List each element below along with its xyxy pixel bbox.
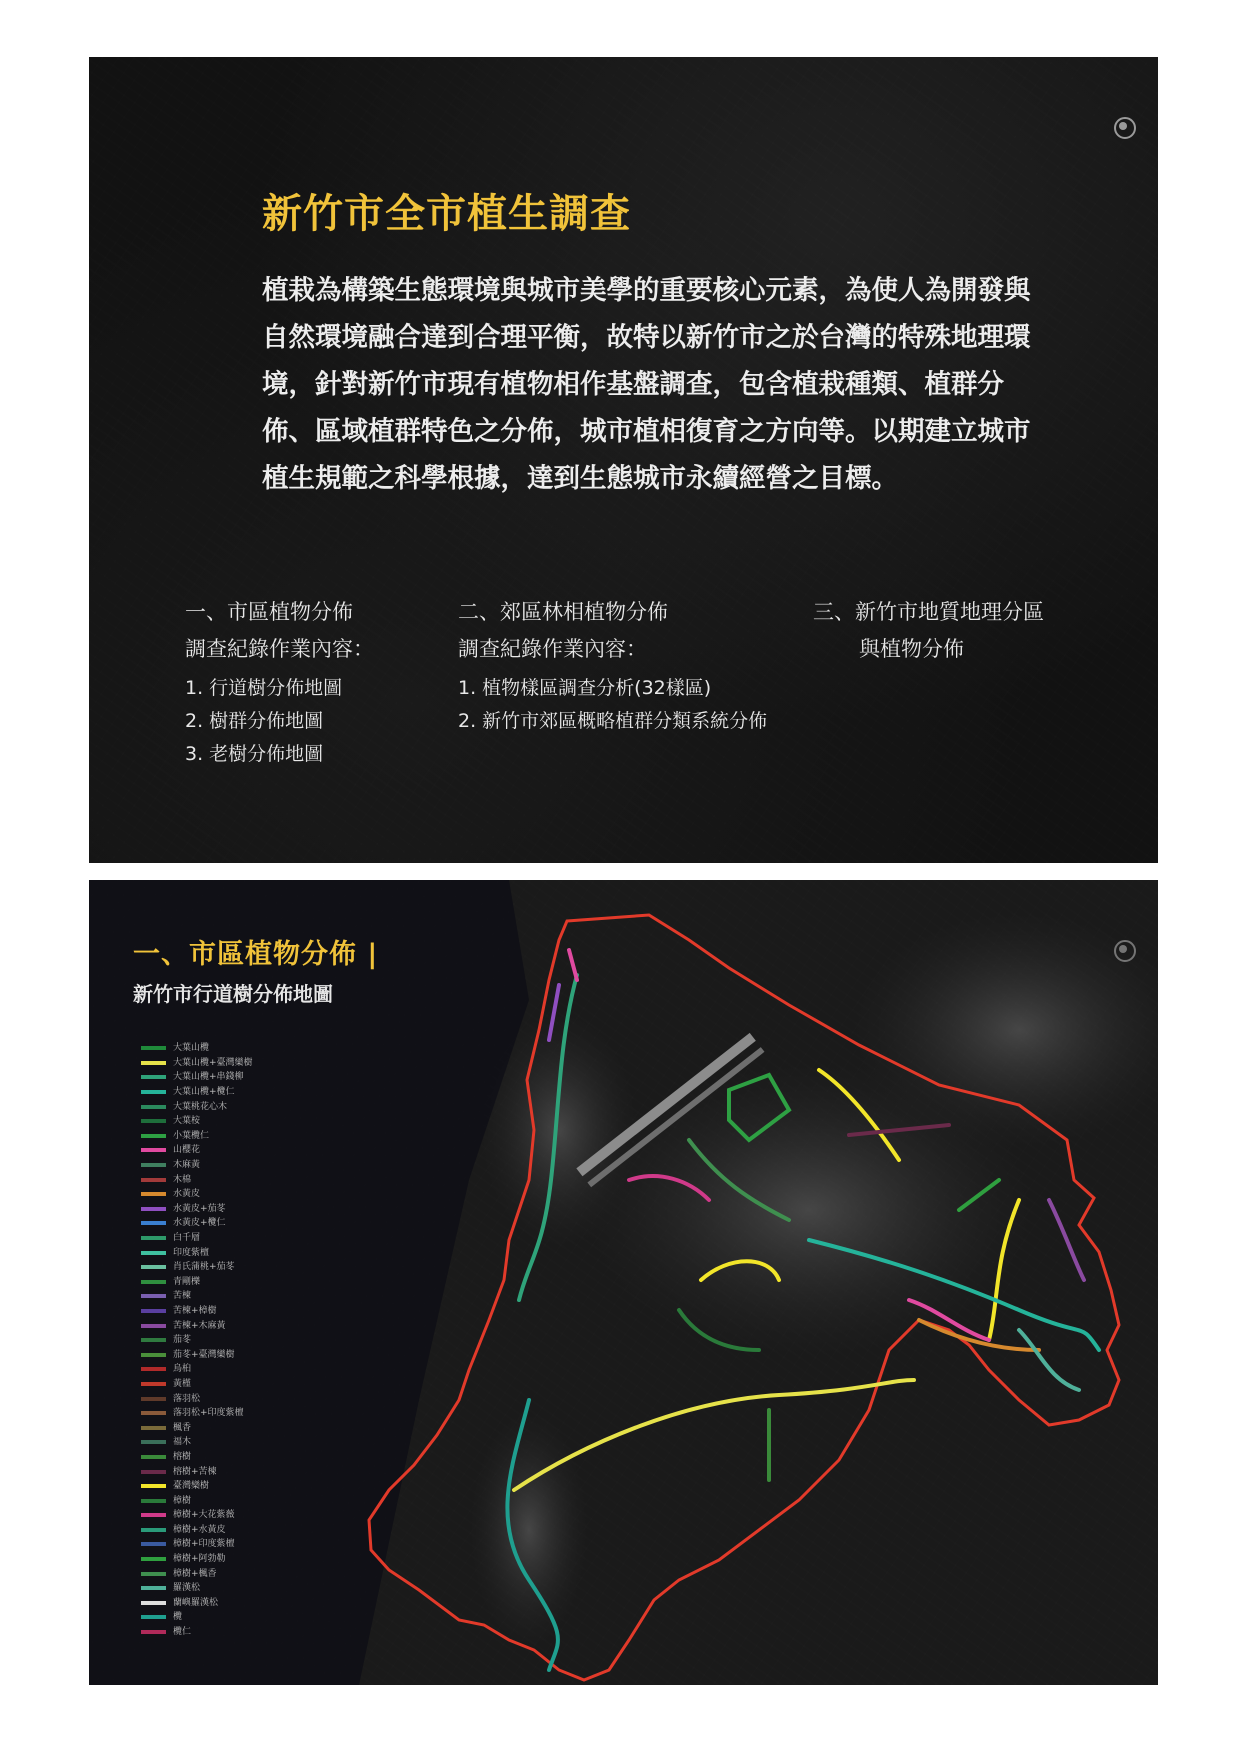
legend-swatch: [141, 1134, 166, 1138]
legend-item: [141, 1420, 253, 1435]
page-title: 新竹市全市植生調查: [262, 191, 631, 237]
legend-swatch: [141, 1440, 166, 1444]
legend-item: [141, 1245, 253, 1260]
legend-label: 欖仁: [173, 1627, 192, 1638]
legend-swatch: [141, 1251, 166, 1255]
legend-item: [141, 1596, 253, 1611]
legend-swatch: [141, 1528, 166, 1532]
column-subheading: 與植物分佈: [859, 637, 964, 661]
legend-item: [141, 1158, 253, 1173]
legend-swatch: [141, 1338, 166, 1342]
legend-item: [141, 1552, 253, 1567]
legend-label: 木麻黃: [173, 1160, 201, 1171]
legend-label: 黃槿: [173, 1378, 192, 1389]
legend-label: 樟樹: [173, 1495, 192, 1506]
legend-label: 大葉山欖+臺灣欒樹: [173, 1057, 253, 1068]
legend-swatch: [141, 1572, 166, 1576]
legend-label: 茄苳+臺灣欒樹: [173, 1349, 235, 1360]
legend-label: 落羽松+印度紫檀: [173, 1408, 244, 1419]
column-suburban-forest-distribution: [458, 594, 767, 738]
legend-item: [141, 1318, 253, 1333]
legend-swatch: [141, 1119, 166, 1123]
legend-item: [141, 1493, 253, 1508]
legend-item: [141, 1231, 253, 1246]
legend-label: 白千層: [173, 1233, 201, 1244]
column-urban-plant-distribution: [185, 594, 374, 771]
legend-label: 肖氏蒲桃+茄苳: [173, 1262, 235, 1273]
legend-item: [141, 1537, 253, 1552]
list-item: 1. 行道樹分佈地圖: [185, 677, 343, 699]
legend-label: 樟樹+水黃皮: [173, 1524, 226, 1535]
legend-label: 欖: [173, 1612, 183, 1623]
legend-swatch: [141, 1382, 166, 1386]
legend-swatch: [141, 1265, 166, 1269]
column-list: [185, 672, 374, 771]
column-heading: 二、郊區林相植物分佈: [458, 600, 668, 624]
legend-swatch: [141, 1075, 166, 1079]
list-item: 2. 新竹市郊區概略植群分類系統分佈: [458, 710, 768, 732]
legend-swatch: [141, 1236, 166, 1240]
company-logo-icon: [1114, 117, 1136, 139]
legend-swatch: [141, 1061, 166, 1065]
legend-item: [141, 1172, 253, 1187]
legend-item: [141, 1202, 253, 1217]
legend-swatch: [141, 1353, 166, 1357]
legend-item: [141, 1508, 253, 1523]
legend-swatch: [141, 1294, 166, 1298]
legend-swatch: [141, 1163, 166, 1167]
legend-swatch: [141, 1630, 166, 1634]
legend-swatch: [141, 1207, 166, 1211]
tree-route-line: [569, 950, 577, 980]
column-heading: 一、市區植物分佈: [185, 600, 353, 624]
legend-swatch: [141, 1397, 166, 1401]
legend-item: [141, 1289, 253, 1304]
company-logo-icon: [1114, 940, 1136, 962]
legend-item: [141, 1362, 253, 1377]
legend-item: [141, 1041, 253, 1056]
legend-label: 大葉桃花心木: [173, 1101, 228, 1112]
legend-swatch: [141, 1221, 166, 1225]
legend-item: [141, 1391, 253, 1406]
company-logo: [1114, 940, 1136, 962]
legend-swatch: [141, 1484, 166, 1488]
company-logo: [1114, 117, 1136, 139]
legend-swatch: [141, 1148, 166, 1152]
legend-label: 木棉: [173, 1174, 192, 1185]
legend-item: [141, 1566, 253, 1581]
map-legend: [141, 1041, 253, 1639]
intro-paragraph: 植栽為構築生態環境與城市美學的重要核心元素，為使人為開發與自然環境融合達到合理平衡，故特以新竹市之於台灣的特殊地理環境，針對新竹市現有植物相作基盤調查，包含植栽種類、植群分佈、區域植群特色之分佈，城市植相復育之方向等。以期建立城市植生規範之科學根據，達到生態城市永續經營之目標。: [262, 275, 1031, 494]
legend-item: [141, 1464, 253, 1479]
tree-route-line: [1049, 1200, 1084, 1280]
legend-swatch: [141, 1178, 166, 1182]
tree-route-line: [1019, 1330, 1079, 1390]
legend-label: 青剛櫟: [173, 1276, 201, 1287]
legend-item: [141, 1304, 253, 1319]
legend-label: 臺灣欒樹: [173, 1481, 210, 1492]
legend-item: [141, 1479, 253, 1494]
legend-item: [141, 1610, 253, 1625]
legend-swatch: [141, 1455, 166, 1459]
legend-label: 大葉山欖+串錢柳: [173, 1072, 244, 1083]
legend-item: [141, 1523, 253, 1538]
legend-item: [141, 1114, 253, 1129]
legend-swatch: [141, 1090, 166, 1094]
legend-label: 水黃皮+欖仁: [173, 1218, 226, 1229]
legend-label: 小葉欖仁: [173, 1130, 210, 1141]
legend-swatch: [141, 1470, 166, 1474]
column-list: [458, 672, 767, 738]
legend-label: 苦楝+樟樹: [173, 1305, 217, 1316]
list-item: 2. 樹群分佈地圖: [185, 710, 324, 732]
legend-item: [141, 1099, 253, 1114]
list-item: 1. 植物樣區調查分析(32樣區): [458, 677, 712, 699]
legend-label: 蘭嶼羅漢松: [173, 1597, 219, 1608]
legend-label: 茄苳: [173, 1335, 192, 1346]
legend-swatch: [141, 1615, 166, 1619]
legend-swatch: [141, 1280, 166, 1284]
legend-item: [141, 1056, 253, 1071]
legend-swatch: [141, 1046, 166, 1050]
column-subheading: 調查紀錄作業內容：: [185, 637, 374, 661]
legend-swatch: [141, 1513, 166, 1517]
list-item: 3. 老樹分佈地圖: [185, 743, 324, 765]
legend-swatch: [141, 1367, 166, 1371]
legend-item: [141, 1406, 253, 1421]
legend-swatch: [141, 1542, 166, 1546]
legend-label: 樟樹+楓香: [173, 1568, 217, 1579]
legend-item: [141, 1625, 253, 1640]
legend-swatch: [141, 1499, 166, 1503]
legend-label: 羅漢松: [173, 1583, 201, 1594]
legend-swatch: [141, 1586, 166, 1590]
column-geology-geography-zones: [813, 594, 1093, 668]
legend-label: 樟樹+大花紫薇: [173, 1510, 235, 1521]
legend-item: [141, 1435, 253, 1450]
legend-item: [141, 1143, 253, 1158]
map-subtitle: 新竹市行道樹分佈地圖: [133, 982, 333, 1006]
legend-item: [141, 1129, 253, 1144]
legend-label: 落羽松: [173, 1393, 201, 1404]
legend-label: 樟樹+印度紫檀: [173, 1539, 235, 1550]
legend-label: 榕樹+苦楝: [173, 1466, 217, 1477]
legend-swatch: [141, 1411, 166, 1415]
legend-label: 苦楝: [173, 1291, 192, 1302]
legend-swatch: [141, 1426, 166, 1430]
legend-label: 印度紫檀: [173, 1247, 210, 1258]
legend-swatch: [141, 1324, 166, 1328]
legend-label: 大葉山欖: [173, 1043, 210, 1054]
legend-label: 大葉桉: [173, 1116, 201, 1127]
legend-item: [141, 1581, 253, 1596]
legend-label: 福木: [173, 1437, 192, 1448]
legend-label: 楓香: [173, 1422, 192, 1433]
legend-label: 水黃皮+茄苳: [173, 1203, 226, 1214]
column-heading: 三、新竹市地質地理分區: [813, 600, 1044, 624]
legend-item: [141, 1377, 253, 1392]
legend-item: [141, 1187, 253, 1202]
legend-label: 樟樹+阿勃勒: [173, 1554, 226, 1565]
legend-label: 大葉山欖+欖仁: [173, 1087, 235, 1098]
legend-label: 水黃皮: [173, 1189, 201, 1200]
legend-item: [141, 1085, 253, 1100]
legend-label: 榕樹: [173, 1451, 192, 1462]
legend-item: [141, 1070, 253, 1085]
legend-item: [141, 1216, 253, 1231]
section-title: 一、市區植物分佈 |: [133, 939, 379, 970]
slide-street-tree-map: [89, 880, 1158, 1685]
legend-item: [141, 1450, 253, 1465]
legend-item: [141, 1333, 253, 1348]
legend-label: 山櫻花: [173, 1145, 201, 1156]
legend-swatch: [141, 1601, 166, 1605]
legend-swatch: [141, 1192, 166, 1196]
slide-vegetation-survey-intro: [89, 57, 1158, 863]
legend-swatch: [141, 1557, 166, 1561]
legend-swatch: [141, 1309, 166, 1313]
legend-item: [141, 1275, 253, 1290]
column-subheading: 調查紀錄作業內容：: [458, 637, 647, 661]
legend-item: [141, 1347, 253, 1362]
legend-label: 苦楝+木麻黃: [173, 1320, 226, 1331]
legend-label: 烏桕: [173, 1364, 192, 1375]
legend-swatch: [141, 1105, 166, 1109]
legend-item: [141, 1260, 253, 1275]
